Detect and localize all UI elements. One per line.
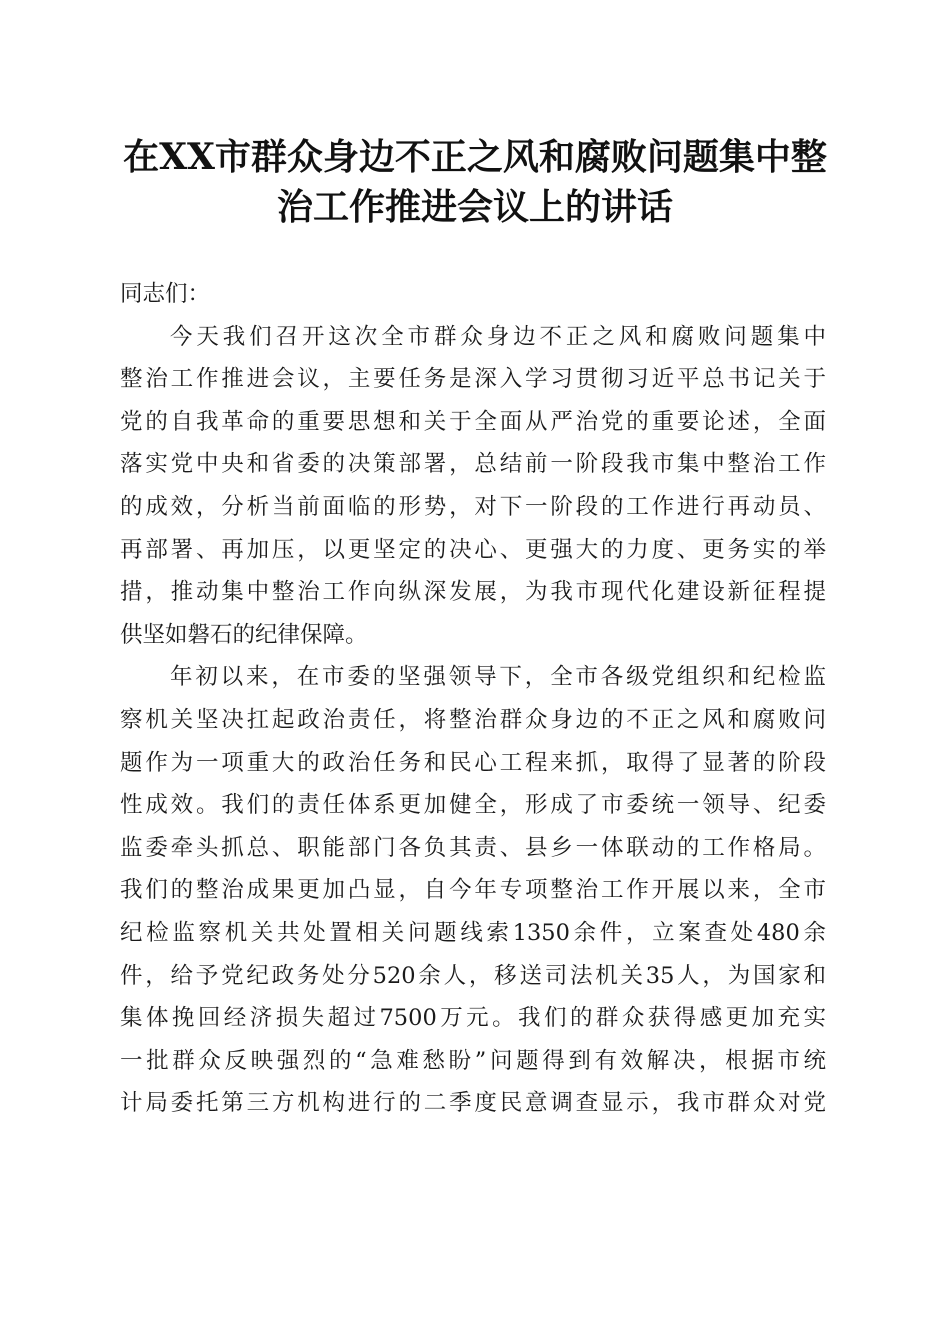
salutation: 同志们： [120, 281, 211, 307]
paragraph-line: 落实党中央和省委的决策部署，总结前一阶段我市集中整治工作 [120, 451, 826, 478]
paragraph-line: 今天我们召开这次全市群众身边不正之风和腐败问题集中 [170, 323, 826, 350]
paragraph-line: 我们的整治成果更加凸显，自今年专项整治工作开展以来，全市 [120, 877, 826, 904]
paragraph-line: 纪检监察机关共处置相关问题线索1350余件，立案查处480余 [120, 919, 826, 946]
paragraph-line: 的成效，分析当前面临的形势，对下一阶段的工作进行再动员、 [120, 493, 826, 520]
paragraph-line: 性成效。我们的责任体系更加健全，形成了市委统一领导、纪委 [120, 792, 826, 819]
title-line: 在XX市群众身边不正之风和腐败问题集中整 [123, 136, 827, 178]
title-line: 治工作推进会议上的讲话 [276, 186, 673, 228]
paragraph-line: 年初以来，在市委的坚强领导下，全市各级党组织和纪检监 [170, 664, 826, 691]
document-body [120, 273, 826, 1125]
paragraph-line: 措，推动集中整治工作向纵深发展，为我市现代化建设新征程提 [120, 579, 826, 606]
paragraph-1 [120, 316, 826, 657]
paragraph-line: 察机关坚决扛起政治责任，将整治群众身边的不正之风和腐败问 [120, 706, 826, 733]
paragraph-line: 件，给予党纪政务处分520余人，移送司法机关35人，为国家和 [120, 962, 826, 989]
paragraph-line: 供坚如磐石的纪律保障。 [120, 621, 368, 648]
document-title [100, 132, 850, 232]
paragraph-line: 题作为一项重大的政治任务和民心工程来抓，取得了显著的阶段 [120, 749, 826, 776]
paragraph-2 [120, 656, 826, 1125]
paragraph-line: 集体挽回经济损失超过7500万元。我们的群众获得感更加充实 [120, 1005, 826, 1032]
paragraph-line: 党的自我革命的重要思想和关于全面从严治党的重要论述，全面 [120, 408, 826, 435]
paragraph-line: 整治工作推进会议，主要任务是深入学习贯彻习近平总书记关于 [120, 366, 826, 393]
paragraph-line: 监委牵头抓总、职能部门各负其责、县乡一体联动的工作格局。 [120, 834, 826, 861]
paragraph-line: 再部署、再加压，以更坚定的决心、更强大的力度、更务实的举 [120, 536, 826, 563]
paragraph-line: 一批群众反映强烈的“急难愁盼”问题得到有效解决，根据市统 [120, 1047, 826, 1074]
paragraph-line: 计局委托第三方机构进行的二季度民意调查显示，我市群众对党 [120, 1090, 826, 1117]
